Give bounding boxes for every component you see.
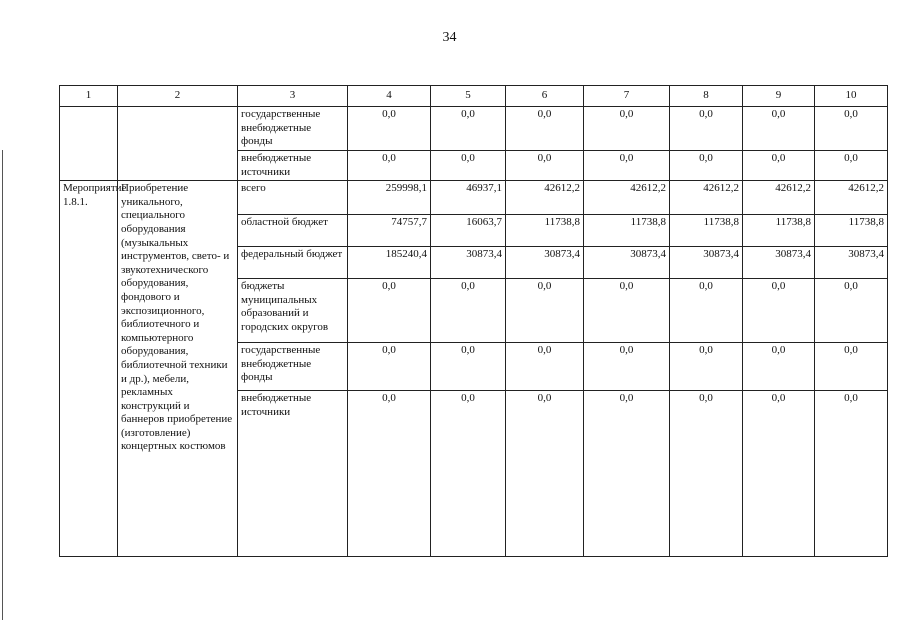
value-cell: 0,0 [815, 151, 888, 181]
funding-source: внебюджетные источники [238, 151, 348, 181]
value-cell: 0,0 [743, 279, 815, 343]
value-cell: 0,0 [670, 151, 743, 181]
value-cell: 0,0 [584, 343, 670, 391]
value-cell: 30873,4 [506, 247, 584, 279]
value-cell: 0,0 [815, 343, 888, 391]
funding-source: областной бюджет [238, 215, 348, 247]
value-cell: 0,0 [431, 343, 506, 391]
scan-edge-mark [2, 150, 3, 620]
value-cell: 42612,2 [815, 181, 888, 215]
value-cell: 0,0 [506, 279, 584, 343]
value-cell: 0,0 [670, 343, 743, 391]
value-cell: 42612,2 [670, 181, 743, 215]
value-cell: 0,0 [506, 151, 584, 181]
measure-code: Мероприятие 1.8.1. [60, 181, 118, 557]
value-cell: 0,0 [431, 151, 506, 181]
value-cell: 0,0 [506, 391, 584, 557]
value-cell: 11738,8 [584, 215, 670, 247]
page-number: 34 [442, 30, 457, 45]
value-cell: 0,0 [348, 343, 431, 391]
funding-source: государственные внебюджетные фонды [238, 343, 348, 391]
value-cell: 11738,8 [670, 215, 743, 247]
column-header: 5 [431, 86, 506, 107]
table-row [60, 181, 888, 215]
value-cell: 16063,7 [431, 215, 506, 247]
value-cell: 0,0 [348, 391, 431, 557]
empty-cell [118, 107, 238, 181]
column-header: 4 [348, 86, 431, 107]
value-cell: 0,0 [815, 107, 888, 151]
value-cell: 0,0 [743, 107, 815, 151]
header-row [60, 86, 888, 107]
measure-description: Приобретение уникального, специального оборудования (музыкальных инструментов, свето- и звукотехнического оборудования, фондового и экспозиционного, библиотечного и компьютерного оборудования, библиотечной техники и др.), мебели, рекламных конструкций и баннеров приобретение (изготовление) концертных костюмов [118, 181, 238, 557]
column-header: 2 [118, 86, 238, 107]
value-cell: 74757,7 [348, 215, 431, 247]
value-cell: 0,0 [815, 391, 888, 557]
value-cell: 46937,1 [431, 181, 506, 215]
funding-source: федеральный бюджет [238, 247, 348, 279]
value-cell: 0,0 [584, 151, 670, 181]
column-header: 6 [506, 86, 584, 107]
value-cell: 185240,4 [348, 247, 431, 279]
value-cell: 30873,4 [431, 247, 506, 279]
funding-source: всего [238, 181, 348, 215]
value-cell: 42612,2 [743, 181, 815, 215]
value-cell: 0,0 [348, 151, 431, 181]
value-cell: 0,0 [584, 279, 670, 343]
value-cell: 0,0 [431, 107, 506, 151]
value-cell: 0,0 [743, 151, 815, 181]
column-header: 9 [743, 86, 815, 107]
value-cell: 0,0 [584, 391, 670, 557]
value-cell: 11738,8 [743, 215, 815, 247]
funding-source: государственные внебюджетные фонды [238, 107, 348, 151]
funding-source: бюджеты муниципальных образований и городских округов [238, 279, 348, 343]
column-header: 1 [60, 86, 118, 107]
value-cell: 0,0 [431, 279, 506, 343]
value-cell: 30873,4 [584, 247, 670, 279]
value-cell: 0,0 [670, 279, 743, 343]
value-cell: 0,0 [431, 391, 506, 557]
value-cell: 0,0 [506, 343, 584, 391]
value-cell: 0,0 [348, 279, 431, 343]
value-cell: 30873,4 [815, 247, 888, 279]
value-cell: 0,0 [348, 107, 431, 151]
value-cell: 30873,4 [743, 247, 815, 279]
value-cell: 42612,2 [506, 181, 584, 215]
funding-source: внебюджетные источники [238, 391, 348, 557]
value-cell: 11738,8 [815, 215, 888, 247]
value-cell: 0,0 [743, 391, 815, 557]
empty-cell [60, 107, 118, 181]
value-cell: 0,0 [815, 279, 888, 343]
table-row [60, 107, 888, 151]
value-cell: 42612,2 [584, 181, 670, 215]
value-cell: 259998,1 [348, 181, 431, 215]
column-header: 8 [670, 86, 743, 107]
value-cell: 0,0 [670, 391, 743, 557]
value-cell: 0,0 [584, 107, 670, 151]
column-header: 7 [584, 86, 670, 107]
value-cell: 0,0 [670, 107, 743, 151]
column-header: 10 [815, 86, 888, 107]
budget-table [59, 85, 888, 557]
value-cell: 0,0 [743, 343, 815, 391]
value-cell: 30873,4 [670, 247, 743, 279]
value-cell: 0,0 [506, 107, 584, 151]
column-header: 3 [238, 86, 348, 107]
value-cell: 11738,8 [506, 215, 584, 247]
